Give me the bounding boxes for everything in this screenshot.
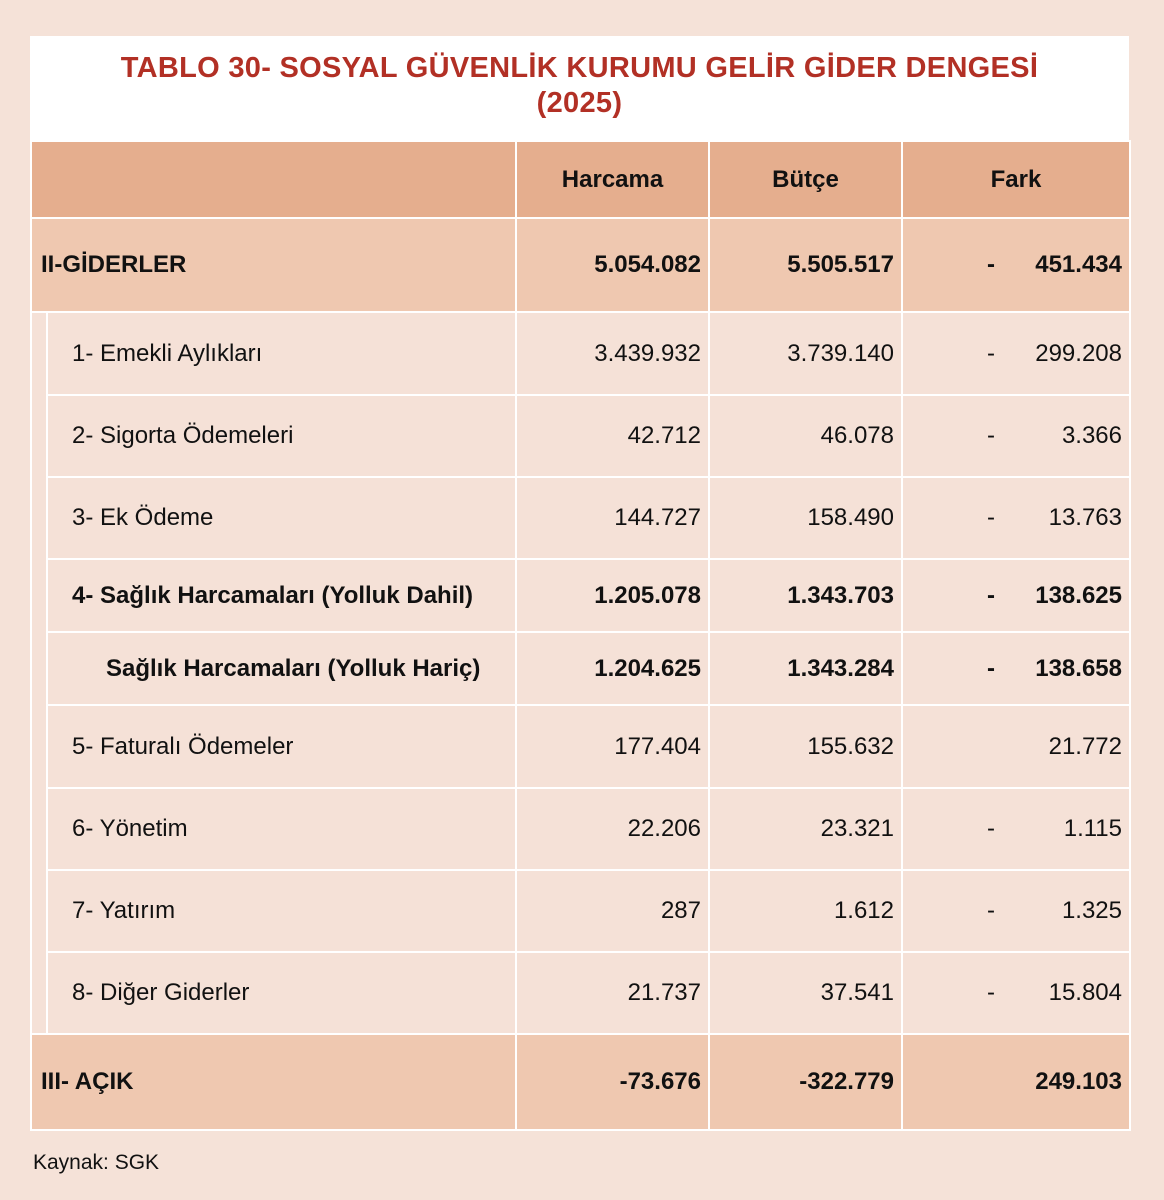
table-row bbox=[31, 312, 1130, 395]
fark-value: 21.772 bbox=[1048, 732, 1122, 760]
row-label: 5- Faturalı Ödemeler bbox=[47, 705, 516, 788]
indent-gutter bbox=[31, 312, 47, 1034]
harcama-cell: 3.439.932 bbox=[516, 312, 709, 395]
fark-sign: - bbox=[987, 815, 995, 842]
fark-cell bbox=[902, 1034, 1130, 1130]
butce-cell: 1.612 bbox=[709, 870, 902, 952]
butce-cell: 1.343.703 bbox=[709, 559, 902, 632]
table-title bbox=[30, 36, 1129, 140]
fark-sign: - bbox=[987, 422, 995, 449]
title-line-2: (2025) bbox=[536, 87, 623, 119]
butce-cell: 3.739.140 bbox=[709, 312, 902, 395]
butce-cell: 37.541 bbox=[709, 952, 902, 1034]
fark-cell bbox=[902, 705, 1130, 788]
table-row bbox=[31, 559, 1130, 632]
harcama-cell: 5.054.082 bbox=[516, 218, 709, 312]
table-row bbox=[31, 705, 1130, 788]
fark-value: 138.658 bbox=[1035, 654, 1122, 682]
row-label: III- AÇIK bbox=[31, 1034, 516, 1130]
fark-value: 249.103 bbox=[1035, 1068, 1122, 1095]
fark-cell bbox=[902, 312, 1130, 395]
row-label: 3- Ek Ödeme bbox=[47, 477, 516, 559]
fark-cell bbox=[902, 788, 1130, 870]
fark-value: 1.325 bbox=[1061, 897, 1122, 924]
table-row bbox=[31, 395, 1130, 477]
table-row bbox=[31, 870, 1130, 952]
row-label: 6- Yönetim bbox=[47, 788, 516, 870]
butce-cell: 23.321 bbox=[709, 788, 902, 870]
fark-sign: - bbox=[987, 504, 995, 531]
fark-cell bbox=[902, 395, 1130, 477]
butce-cell: -322.779 bbox=[709, 1034, 902, 1130]
fark-value: 451.434 bbox=[1035, 251, 1122, 278]
header-row bbox=[31, 141, 1130, 218]
fark-sign: - bbox=[987, 897, 995, 924]
source-note: Kaynak: SGK bbox=[33, 1151, 160, 1174]
row-label: II-GİDERLER bbox=[31, 218, 516, 312]
fark-cell bbox=[902, 952, 1130, 1034]
fark-value: 15.804 bbox=[1048, 979, 1122, 1006]
butce-cell: 1.343.284 bbox=[709, 632, 902, 705]
header-fark: Fark bbox=[902, 141, 1130, 218]
harcama-cell: 1.204.625 bbox=[516, 632, 709, 705]
table-row bbox=[31, 632, 1130, 705]
fark-value: 3.366 bbox=[1061, 422, 1122, 449]
fark-cell bbox=[902, 559, 1130, 632]
harcama-cell: 1.205.078 bbox=[516, 559, 709, 632]
butce-cell: 155.632 bbox=[709, 705, 902, 788]
row-label: 2- Sigorta Ödemeleri bbox=[47, 395, 516, 477]
butce-cell: 158.490 bbox=[709, 477, 902, 559]
acik-row bbox=[31, 1034, 1130, 1130]
table-row bbox=[31, 477, 1130, 559]
table-row bbox=[31, 952, 1130, 1034]
fark-cell bbox=[902, 632, 1130, 705]
header-butce: Bütçe bbox=[709, 141, 902, 218]
harcama-cell: 42.712 bbox=[516, 395, 709, 477]
header-harcama: Harcama bbox=[516, 141, 709, 218]
fark-value: 13.763 bbox=[1048, 504, 1122, 531]
budget-table bbox=[30, 140, 1131, 1131]
row-label: 7- Yatırım bbox=[47, 870, 516, 952]
table-row bbox=[31, 788, 1130, 870]
row-label: 8- Diğer Giderler bbox=[47, 952, 516, 1034]
harcama-cell: 177.404 bbox=[516, 705, 709, 788]
fark-cell bbox=[902, 477, 1130, 559]
fark-sign: - bbox=[987, 654, 995, 682]
butce-cell: 46.078 bbox=[709, 395, 902, 477]
row-label: 4- Sağlık Harcamaları (Yolluk Dahil) bbox=[47, 559, 516, 632]
fark-sign: - bbox=[987, 251, 995, 278]
fark-cell bbox=[902, 870, 1130, 952]
butce-cell: 5.505.517 bbox=[709, 218, 902, 312]
fark-cell bbox=[902, 218, 1130, 312]
fark-value: 138.625 bbox=[1035, 581, 1122, 609]
table-card bbox=[30, 36, 1129, 1131]
harcama-cell: 287 bbox=[516, 870, 709, 952]
harcama-cell: -73.676 bbox=[516, 1034, 709, 1130]
fark-sign: - bbox=[987, 581, 995, 609]
header-blank-cell bbox=[31, 141, 516, 218]
title-line-1: TABLO 30- SOSYAL GÜVENLİK KURUMU GELİR GİDER DENGESİ bbox=[120, 52, 1039, 84]
fark-value: 1.115 bbox=[1063, 815, 1122, 842]
harcama-cell: 21.737 bbox=[516, 952, 709, 1034]
row-label: 1- Emekli Aylıkları bbox=[47, 312, 516, 395]
giderler-row bbox=[31, 218, 1130, 312]
harcama-cell: 144.727 bbox=[516, 477, 709, 559]
fark-sign: - bbox=[987, 339, 995, 367]
fark-sign: - bbox=[987, 979, 995, 1006]
row-label: Sağlık Harcamaları (Yolluk Hariç) bbox=[47, 632, 516, 705]
fark-value: 299.208 bbox=[1035, 339, 1122, 367]
harcama-cell: 22.206 bbox=[516, 788, 709, 870]
